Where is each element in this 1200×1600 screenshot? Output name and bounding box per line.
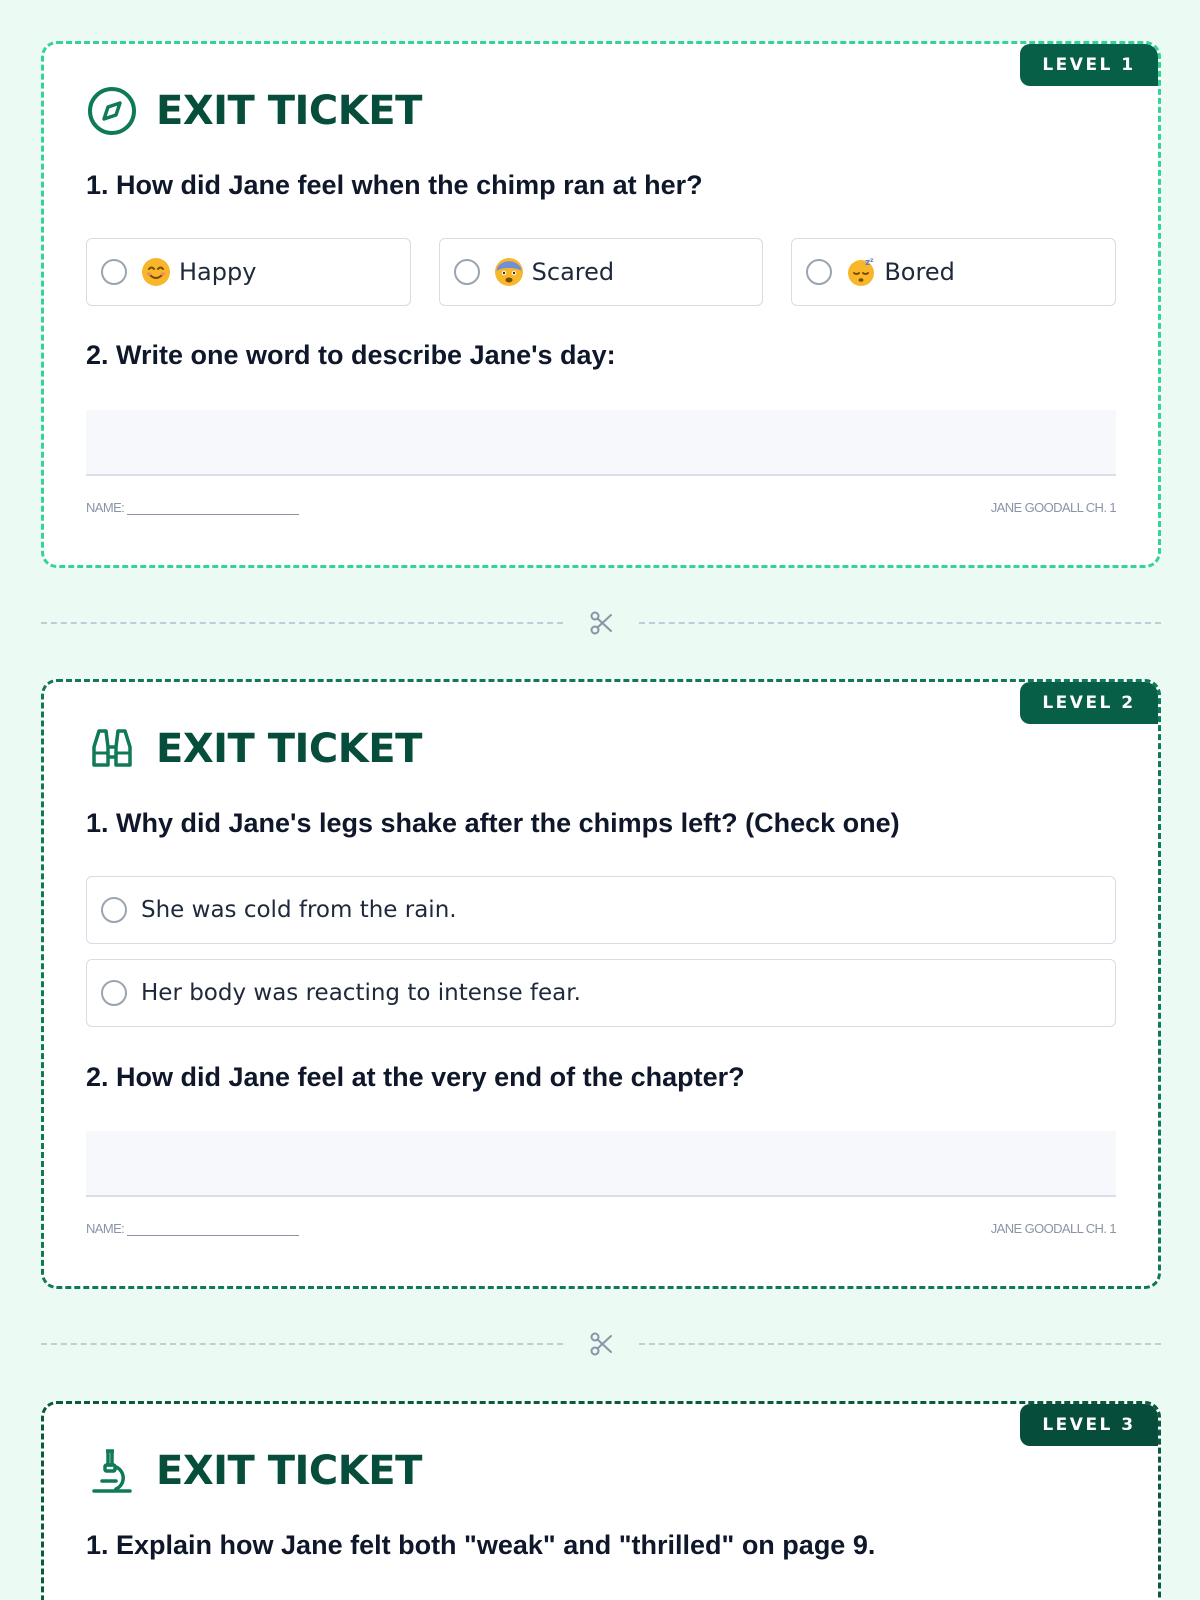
name-label: NAME: [86,500,125,515]
radio-button[interactable] [101,259,127,285]
answer-field[interactable] [86,410,1116,476]
compass-icon [86,85,138,137]
option-label: Bored [884,258,955,286]
question-1: 1. Explain how Jane felt both "weak" and "thrilled" on page 9. [86,1530,876,1560]
emotion-options [86,238,1116,306]
question-1: 1. How did Jane feel when the chimp ran at her? [86,170,703,200]
name-field[interactable] [86,500,299,515]
option-label: Her body was reacting to intense fear. [141,980,581,1006]
radio-button[interactable] [806,259,832,285]
microscope-icon [86,1445,138,1497]
ticket-footer [86,1221,1116,1236]
source-label: JANE GOODALL CH. 1 [990,500,1116,515]
level-badge: LEVEL 1 [1020,44,1158,86]
question-2: 2. Write one word to describe Jane's day: [86,340,616,370]
name-label: NAME: [86,1221,125,1236]
cut-line [41,1334,1161,1354]
option-cold[interactable] [86,876,1116,944]
exit-ticket-level-3 [41,1401,1161,1600]
ticket-footer [86,500,1116,515]
svg-text:z: z [870,257,874,264]
option-label: Happy [179,258,257,286]
level-badge: LEVEL 2 [1020,682,1158,724]
question-2: 2. How did Jane feel at the very end of the chapter? [86,1062,745,1092]
answer-field[interactable] [86,1131,1116,1197]
scissors-icon [587,1330,615,1358]
name-line[interactable] [127,501,299,515]
source-label: JANE GOODALL CH. 1 [990,1221,1116,1236]
radio-button[interactable] [101,980,127,1006]
dashed-divider [41,622,563,624]
radio-button[interactable] [454,259,480,285]
name-line[interactable] [127,1222,299,1236]
option-fear[interactable] [86,959,1116,1027]
smiling-face-icon [141,257,171,287]
radio-button[interactable] [101,897,127,923]
sleepy-face-icon [846,257,876,287]
ticket-title: EXIT TICKET [156,88,422,134]
ticket-header [86,720,422,778]
ticket-header [86,1442,422,1500]
option-label: Scared [531,258,615,286]
dashed-divider [41,1343,563,1345]
binoculars-icon [86,723,138,775]
fearful-face-icon [494,257,524,287]
cut-line [41,613,1161,633]
option-label: She was cold from the rain. [141,897,457,923]
exit-ticket-level-2 [41,679,1161,1289]
exit-ticket-level-1 [41,41,1161,568]
ticket-header [86,82,422,140]
ticket-title: EXIT TICKET [156,726,422,772]
level-badge: LEVEL 3 [1020,1404,1158,1446]
dashed-divider [639,1343,1161,1345]
option-scared[interactable] [439,238,764,306]
option-bored[interactable] [791,238,1116,306]
dashed-divider [639,622,1161,624]
option-happy[interactable] [86,238,411,306]
name-field[interactable] [86,1221,299,1236]
ticket-title: EXIT TICKET [156,1448,422,1494]
question-1: 1. Why did Jane's legs shake after the chimps left? (Check one) [86,808,900,838]
svg-text:z: z [865,258,871,268]
scissors-icon [587,609,615,637]
